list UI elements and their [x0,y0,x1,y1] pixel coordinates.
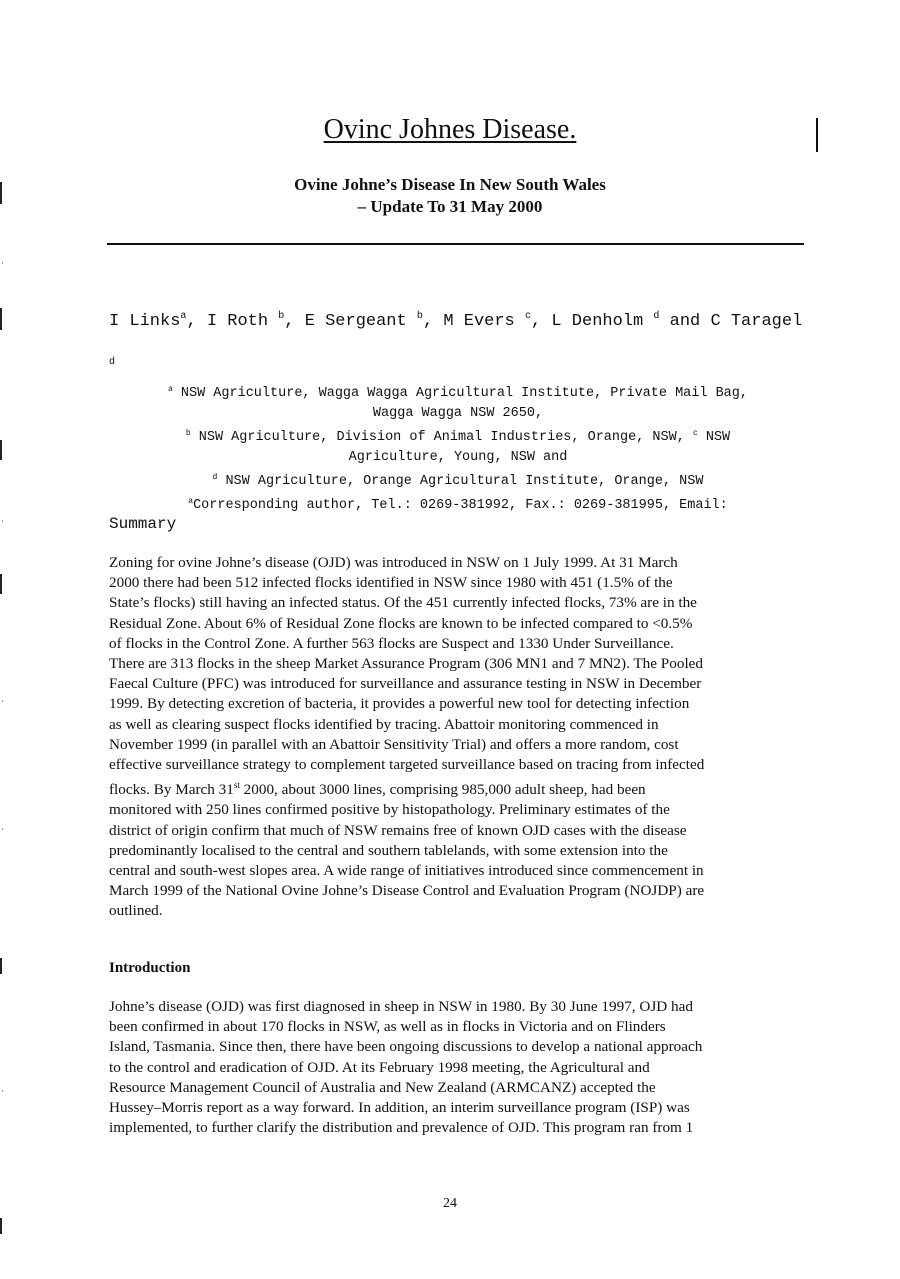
text-line: predominantly localised to the central and southern tablelands, with some extension into the [109,841,668,859]
scan-speck [2,262,3,264]
text-line: Johne’s disease (OJD) was first diagnosed in sheep in NSW in 1980. By 30 June 1997, OJD had [109,998,693,1015]
corresponding-text: Corresponding author, Tel.: 0269-381992, Fax.: 0269-381995, Email: [193,498,728,513]
affiliation-a [108,380,808,404]
affiliation-text: NSW Agriculture, Orange Agricultural Institute, Orange, NSW [217,474,704,489]
author-affil-mark: a [180,311,187,322]
text-line: November 1999 (in parallel with an Abattoir Sensitivity Trial) and offers a more random, cost [109,735,679,753]
text-line: to the control and eradication of OJD. At its February 1998 meeting, the Agricultural and [109,1058,650,1076]
text-fragment: flocks. By March 31 [109,781,234,799]
author-separator: , [530,312,552,331]
text-line: 2000 there had been 512 infected flocks identified in NSW since 1980 with 451 (1.5% of the [109,574,673,592]
author-separator: , [422,312,444,331]
affiliation-text: NSW Agriculture, Wagga Wagga Agricultural Institute, Private Mail Bag, [172,386,748,401]
author-name: C Taragel [710,312,803,331]
scan-artifact [0,308,2,330]
document-title: Ovinc Johnes Disease. [323,114,577,145]
summary-heading: Summary [109,515,177,533]
affil-mark: d [212,473,218,482]
scan-artifact [0,574,2,594]
corresponding-author [108,492,808,516]
scan-artifact [0,958,2,974]
author-affil-mark: d [109,357,116,368]
text-line: outlined. [109,902,163,920]
scan-speck [2,700,3,702]
affil-mark: c [692,429,698,438]
text-line: Island, Tasmania. Since then, there have been ongoing discussions to develop a national approach [109,1038,703,1056]
author-affil-mark: d [653,311,660,322]
margin-bar [816,118,818,152]
author-affil-mark: b [416,311,423,322]
affil-mark: b [185,429,191,438]
scan-artifact [0,1218,2,1234]
author-affil-mark: c [524,311,531,322]
title-divider [107,243,804,245]
text-line: monitored with 250 lines confirmed positive by histopathology. Preliminary estimates of the [109,801,670,819]
text-line: March 1999 of the National Ovine Johne’s Disease Control and Evaluation Program (NOJDP) are [109,882,705,900]
author-name: E Sergeant [304,312,407,331]
summary-paragraph [109,553,804,922]
scan-artifact [0,440,2,460]
affiliation-c-cont: Agriculture, Young, NSW and [348,450,568,465]
introduction-heading: Introduction [109,960,191,976]
author-name: M Evers [443,312,515,331]
text-line: Resource Management Council of Australia and New Zealand (ARMCANZ) accepted the [109,1078,656,1096]
subtitle-line-1: Ovine Johne’s Disease In New South Wales [294,175,606,194]
author-and: and [659,312,711,331]
author-name: I Links [109,312,181,331]
author-separator: , [284,312,305,331]
text-line: 1999. By detecting excretion of bacteria, it provides a powerful new tool for detecting infection [109,695,690,713]
author-name: L Denholm [551,312,644,331]
author-affil-mark: b [278,311,285,322]
text-line: as well as clearing suspect flocks identified by tracing. Abattoir monitoring commenced in [109,715,659,733]
affiliation-b [108,424,808,448]
text-line: central and south-west slopes area. A wide range of initiatives introduced since commencement in [109,862,704,880]
subtitle-line-2: – Update To 31 May 2000 [357,197,543,216]
affil-mark: a [167,385,173,394]
text-fragment: 2000, about 3000 lines, comprising 985,000 adult sheep, had been [239,781,646,799]
text-line: district of origin confirm that much of NSW remains free of known OJD cases with the disease [109,821,687,839]
page-number: 24 [443,1196,457,1211]
author-name: I Roth [206,312,269,331]
affil-mark: a [188,497,194,506]
text-line [109,775,804,800]
scan-speck [2,828,3,830]
text-line: of flocks in the Control Zone. A further 563 flocks are Suspect and 1330 Under Surveillance. [109,634,674,652]
text-line: effective surveillance strategy to complement targeted surveillance based on tracing from infected [109,756,705,774]
affiliation-text: NSW Agriculture, Division of Animal Industries, Orange, NSW, [190,430,693,445]
text-line: Faecal Culture (PFC) was introduced for surveillance and assurance testing in NSW in December [109,675,702,693]
text-line: been confirmed in about 170 flocks in NSW, as well as in flocks in Victoria and on Flinders [109,1018,666,1036]
affiliation-d [108,468,808,492]
text-line: implemented, to further clarify the distribution and prevalence of OJD. This program ran from 1 [109,1119,694,1137]
text-line: Hussey–Morris report as a way forward. In addition, an interim surveillance program (ISP) was [109,1099,690,1117]
text-line: There are 313 flocks in the sheep Market Assurance Program (306 MN1 and 7 MN2). The Pooled [109,655,703,673]
affiliation-a-cont: Wagga Wagga NSW 2650, [372,406,544,421]
affiliation-text: NSW [697,430,731,445]
ordinal-suffix: st [233,780,240,791]
text-line: State’s flocks) still having an infected status. Of the 451 currently infected flocks, 73% are in the [109,594,697,612]
scan-speck [2,1090,3,1092]
author-list [109,296,809,388]
paper-subtitle [0,174,900,218]
scan-artifact [0,182,2,204]
affiliations [108,380,808,516]
text-line: Zoning for ovine Johne’s disease (OJD) was introduced in NSW on 1 July 1999. At 31 March [109,554,678,571]
author-separator: , [186,312,207,331]
text-line: Residual Zone. About 6% of Residual Zone flocks are known to be infected compared to <0.5% [109,614,693,632]
scan-speck [2,520,3,522]
introduction-paragraph [109,997,804,1138]
